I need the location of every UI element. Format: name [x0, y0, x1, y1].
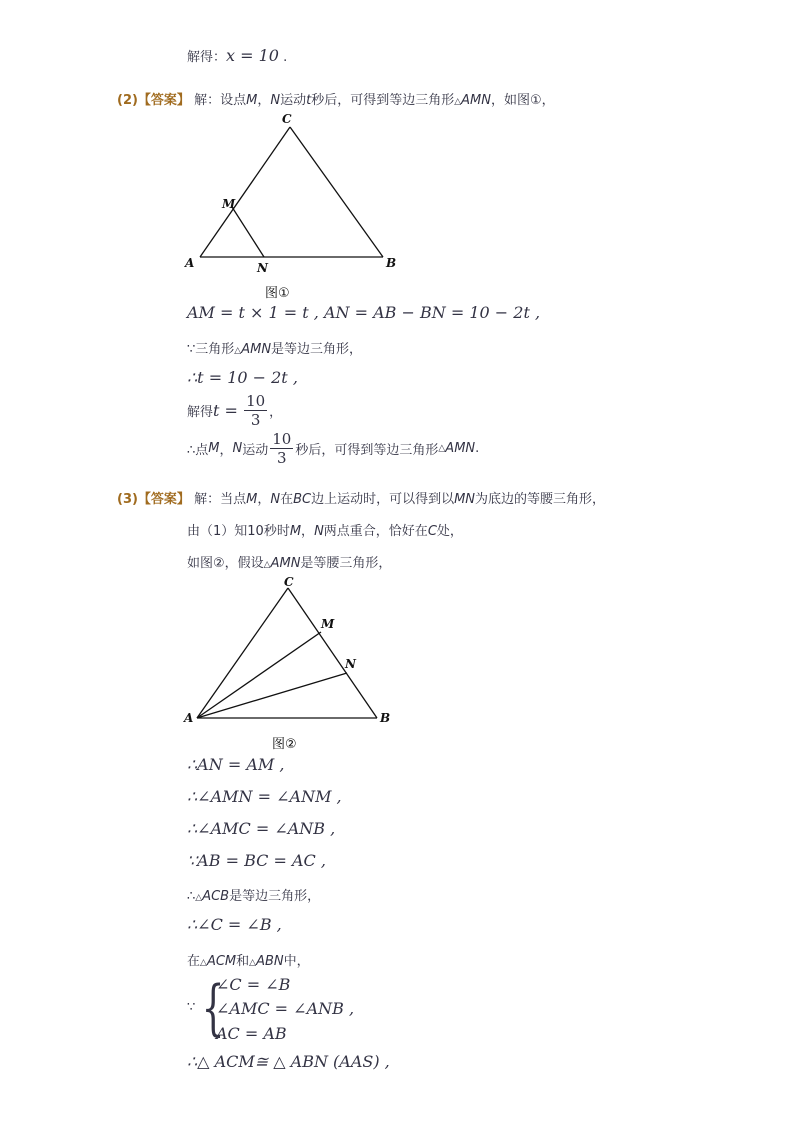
text: 是等边三角形， [229, 889, 321, 904]
text: 秒后，可得到等边三角形 [311, 93, 455, 108]
label-A: A [185, 256, 195, 270]
equation: t = [213, 401, 238, 420]
var: N [270, 492, 281, 507]
label-B: B [380, 711, 391, 725]
var: M [246, 492, 258, 507]
solution-line [187, 430, 479, 467]
var: ABN [256, 954, 284, 969]
figure-2-caption: 图② [272, 737, 297, 752]
solution-line [187, 885, 320, 904]
triangle-symbol: △ [438, 443, 446, 454]
var: AMN [270, 556, 301, 571]
label-N: N [345, 657, 356, 671]
figure-1-diagram [180, 110, 400, 275]
label-B: B [386, 256, 397, 270]
triangle-symbol: △ [249, 958, 257, 968]
text: 解：设点 [194, 93, 247, 108]
denominator: 3 [250, 411, 261, 429]
triangle-symbol: △ [200, 958, 207, 968]
var: MN [454, 492, 476, 507]
equation: x = 10 [226, 46, 279, 65]
text: 在 [280, 492, 294, 507]
left-brace: { [201, 973, 225, 1043]
var: M [208, 441, 220, 456]
equation-line: ∵AB = BC = AC , [187, 851, 326, 870]
label-C: C [284, 575, 294, 589]
solution-line [187, 950, 310, 969]
denominator: 3 [277, 449, 287, 467]
text: 解得： [187, 50, 227, 65]
fraction [244, 392, 267, 429]
fraction [270, 430, 293, 467]
answer-tag: (2)【答案】 [117, 93, 190, 108]
triangle-symbol: △ [195, 893, 203, 903]
text: 运动 [280, 93, 307, 108]
text: 是等边三角形， [271, 342, 363, 357]
var: N [232, 441, 243, 456]
var: C [427, 524, 437, 539]
equation-line: ∴∠AMN = ∠ANM , [187, 787, 342, 806]
text: 在 [187, 954, 201, 969]
equation-line: AM = t × 1 = t , AN = AB − BN = 10 − 2t , [187, 303, 541, 322]
label-C: C [282, 112, 292, 126]
part-2-answer [117, 89, 555, 108]
triangle-symbol: △ [234, 346, 242, 356]
text: 处， [436, 524, 463, 539]
solution-line-1: 解得：x = 10 . [187, 46, 288, 65]
text: 解：当点 [194, 492, 247, 507]
text: 秒后，可得到等边三角形 [295, 443, 439, 458]
var: N [314, 524, 324, 539]
text: ∴ [187, 889, 196, 904]
text: ， [301, 524, 315, 539]
var: AMN [461, 93, 491, 108]
text: . [475, 441, 480, 456]
label-A: A [184, 711, 194, 725]
solution-line [187, 392, 282, 429]
equation-line: ∴AN = AM , [187, 755, 285, 774]
text: 如图②，假设 [187, 556, 264, 571]
triangle-symbol: △ [454, 97, 462, 107]
numerator: 10 [272, 430, 292, 448]
equation-line: ∴∠C = ∠B , [187, 915, 282, 934]
text: ， [257, 492, 271, 507]
text: 两点重合，恰好在 [323, 524, 428, 539]
solution-line [187, 552, 391, 571]
because-symbol: ∵ [187, 1000, 196, 1015]
triangle-symbol: △ [263, 560, 271, 570]
var: M [246, 93, 258, 108]
numerator: 10 [246, 392, 266, 410]
text: 中， [283, 954, 310, 969]
text: ∴点 [187, 443, 209, 458]
text: 为底边的等腰三角形， [475, 492, 606, 507]
equation-line: ∴△ ACM≅ △ ABN (AAS) , [187, 1052, 390, 1071]
text: ， [219, 443, 233, 458]
var: AMN [445, 441, 476, 456]
text: ， [257, 93, 271, 108]
text: 和 [236, 954, 250, 969]
text: 运动 [242, 443, 269, 458]
var: AMN [241, 342, 272, 357]
figure-1-caption: 图① [265, 286, 290, 301]
text: 由（1）知10秒时 [187, 524, 290, 539]
solution-line [187, 520, 463, 539]
var: BC [293, 492, 312, 507]
solution-line [187, 338, 362, 357]
var: N [270, 93, 281, 108]
text: 解得 [187, 405, 214, 420]
label-N: N [257, 261, 268, 275]
text: 是等腰三角形， [300, 556, 392, 571]
figure-2-diagram [180, 572, 395, 732]
text: 边上运动时，可以得到以 [311, 492, 455, 507]
system-line-2: ∠AMC = ∠ANB , [216, 999, 355, 1018]
text: ∵三角形 [187, 342, 235, 357]
equation-line: ∴t = 10 − 2t , [187, 368, 298, 387]
var: t [306, 93, 312, 108]
var: M [289, 524, 302, 539]
label-M: M [222, 197, 236, 211]
answer-tag: (3)【答案】 [117, 492, 190, 507]
part-3-answer [117, 488, 605, 507]
text: ，如图①， [490, 93, 555, 108]
equation-line: ∴∠AMC = ∠ANB , [187, 819, 336, 838]
label-M: M [321, 617, 335, 631]
text: ， [269, 405, 283, 420]
system-line-3: AC = AB [216, 1024, 287, 1043]
system-line-1: ∠C = ∠B [216, 975, 291, 994]
var: ACM [206, 954, 237, 969]
var: ACB [202, 889, 230, 904]
